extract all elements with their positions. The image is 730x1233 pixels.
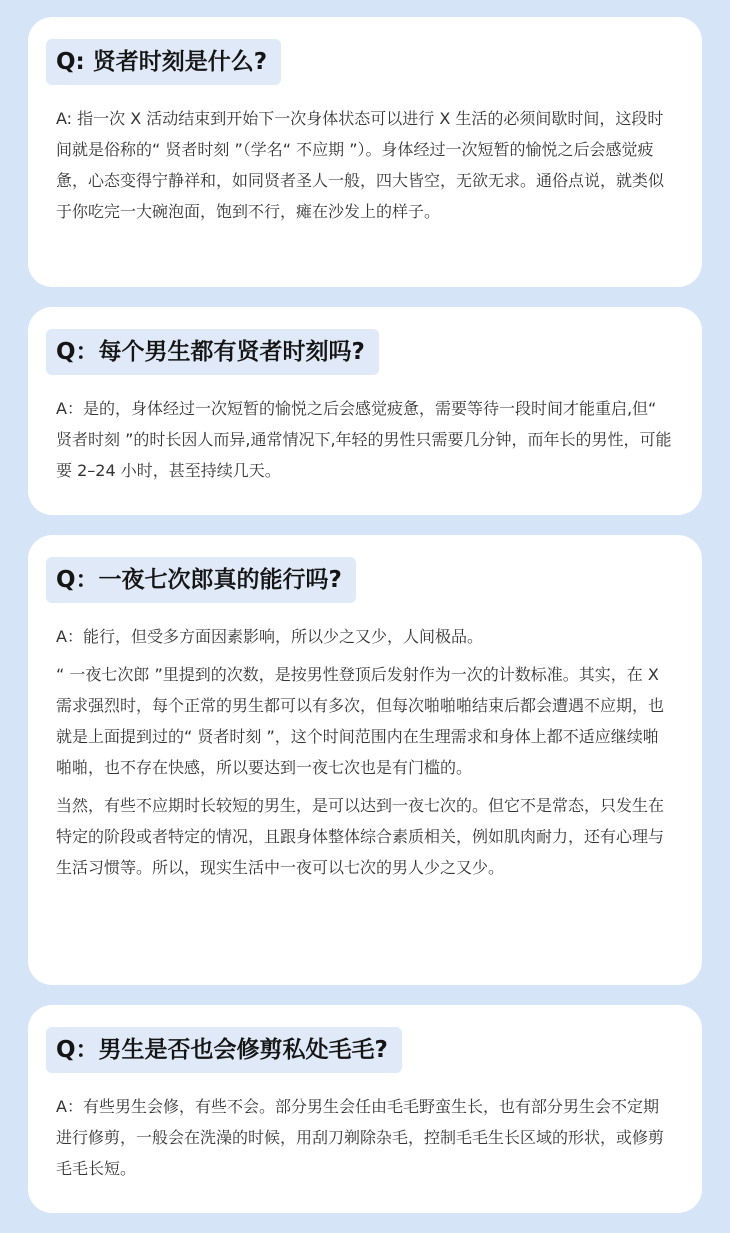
answer-block <box>46 1091 674 1184</box>
answer-paragraph: A：是的，身体经过一次短暂的愉悦之后会感觉疲惫，需要等待一段时间才能重启,但“ 贤者时刻 ”的时长因人而异,通常情况下,年轻的男性只需要几分钟，而年长的男性，可能要 2–24 小时，甚至持续几天。 <box>56 399 672 480</box>
answer-paragraph: “ 一夜七次郎 ”里提到的次数，是按男性登顶后发射作为一次的计数标准。其实，在 X 需求强烈时，每个正常的男生都可以有多次，但每次啪啪啪结束后都会遭遇不应期，也就是上面提到过的“ 贤者时刻 ”，这个时间范围内在生理需求和身体上都不适应继续啪啪啪，也不存在快感，所以要达到一夜七次也是有门槛的。 <box>56 665 665 777</box>
answer-paragraph: A：能行，但受多方面因素影响，所以少之又少，人间极品。 <box>56 627 483 646</box>
question-title: Q：男生是否也会修剪私处毛毛? <box>46 1027 402 1073</box>
answer-paragraph: A: 指一次 X 活动结束到开始下一次身体状态可以进行 X 生活的必须间歇时间，这段时间就是俗称的“ 贤者时刻 ”（学名“ 不应期 ”）。身体经过一次短暂的愉悦之后会感觉疲惫，心态变得宁静祥和，如同贤者圣人一般，四大皆空，无欲无求。通俗点说，就类似于你吃完一大碗泡面，饱到不行，瘫在沙发上的样子。 <box>56 109 665 221</box>
qa-card-2 <box>28 307 702 515</box>
answer-paragraph: A：有些男生会修，有些不会。部分男生会任由毛毛野蛮生长，也有部分男生会不定期进行修剪，一般会在洗澡的时候，用刮刀剃除杂毛，控制毛毛生长区域的形状，或修剪毛毛长短。 <box>56 1097 665 1178</box>
answer-block <box>46 393 674 486</box>
question-title: Q：每个男生都有贤者时刻吗? <box>46 329 379 375</box>
question-title: Q: 贤者时刻是什么? <box>46 39 281 85</box>
qa-card-3 <box>28 535 702 985</box>
answer-paragraph: 当然，有些不应期时长较短的男生，是可以达到一夜七次的。但它不是常态，只发生在特定的阶段或者特定的情况，且跟身体整体综合素质相关，例如肌肉耐力，还有心理与生活习惯等。所以，现实生活中一夜可以七次的男人少之又少。 <box>56 796 665 877</box>
qa-card-1 <box>28 17 702 287</box>
answer-block <box>46 621 674 883</box>
question-title: Q：一夜七次郎真的能行吗? <box>46 557 356 603</box>
answer-block <box>46 103 674 227</box>
qa-card-4 <box>28 1005 702 1213</box>
